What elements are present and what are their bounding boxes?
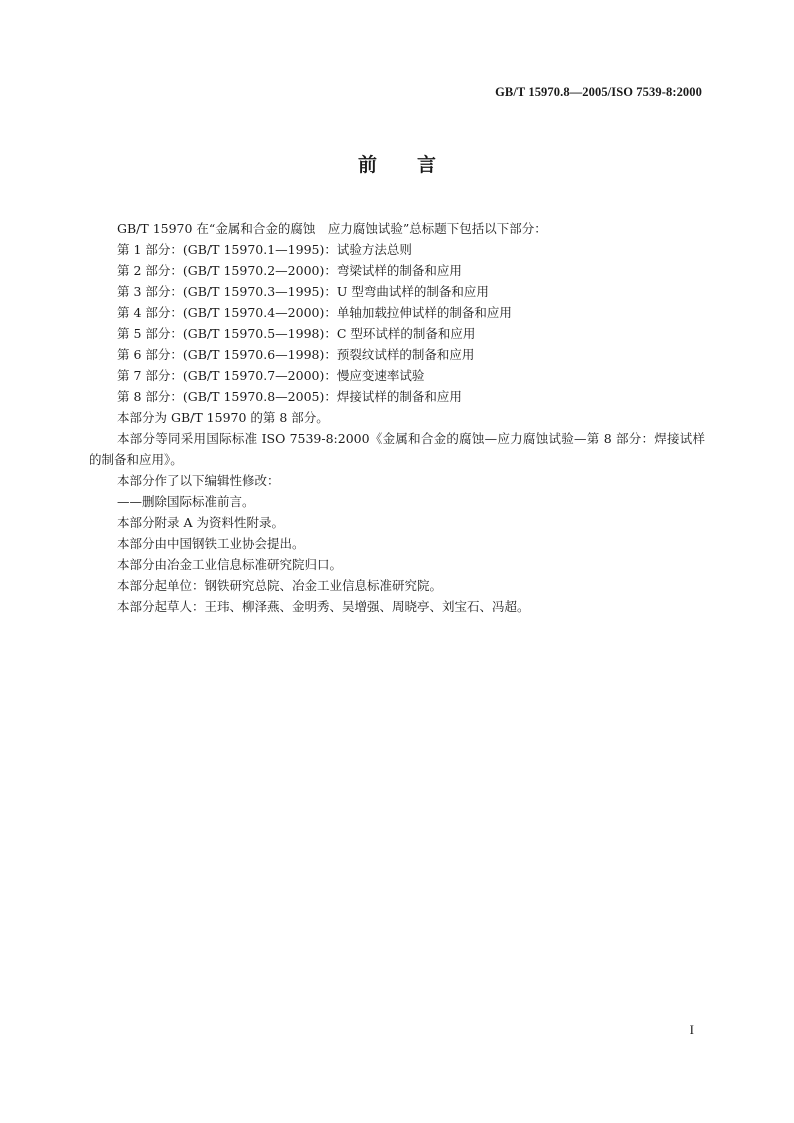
foreword-body [89,218,705,617]
paragraph-drafters: 本部分起草人：王玮、柳泽燕、金明秀、吴增强、周晓亭、刘宝石、冯超。 [117,599,530,614]
part-list-item-6: 第 6 部分：(GB/T 15970.6—1998)：预裂纹试样的制备和应用 [117,347,475,362]
part-list-item-2: 第 2 部分：(GB/T 15970.2—2000)：弯梁试样的制备和应用 [117,263,462,278]
paragraph-edit-item: ——删除国际标准前言。 [117,494,255,509]
paragraph-iso-adoption: 本部分等同采用国际标准 ISO 7539-8:2000《金属和合金的腐蚀—应力腐蚀试验—第 8 部分：焊接试样的制备和应用》。 [89,431,705,467]
paragraph-drafting-units: 本部分起单位：钢铁研究总院、冶金工业信息标准研究院。 [117,578,443,593]
part-list-item-4: 第 4 部分：(GB/T 15970.4—2000)：单轴加载拉伸试样的制备和应用 [117,305,512,320]
paragraph-proposer: 本部分由中国钢铁工业协会提出。 [117,536,305,551]
part-list-item-5: 第 5 部分：(GB/T 15970.5—1998)：C 型环试样的制备和应用 [117,326,476,341]
paragraph-edits-intro: 本部分作了以下编辑性修改： [117,473,280,488]
paragraph-centralized: 本部分由冶金工业信息标准研究院归口。 [117,557,343,572]
standard-code-header: GB/T 15970.8—2005/ISO 7539-8:2000 [495,85,702,99]
part-list-item-7: 第 7 部分：(GB/T 15970.7—2000)：慢应变速率试验 [117,368,425,383]
paragraph-intro: GB/T 15970 在“金属和合金的腐蚀 应力腐蚀试验”总标题下包括以下部分： [117,221,547,236]
paragraph-annex: 本部分附录 A 为资料性附录。 [117,515,284,530]
page-number: I [689,1022,694,1037]
page-title: 前言 [357,154,476,176]
paragraph-part-statement: 本部分为 GB/T 15970 的第 8 部分。 [117,410,329,425]
part-list-item-1: 第 1 部分：(GB/T 15970.1—1995)：试验方法总则 [117,242,412,257]
part-list-item-8: 第 8 部分：(GB/T 15970.8—2005)：焊接试样的制备和应用 [117,389,462,404]
part-list-item-3: 第 3 部分：(GB/T 15970.3—1995)：U 型弯曲试样的制备和应用 [117,284,489,299]
